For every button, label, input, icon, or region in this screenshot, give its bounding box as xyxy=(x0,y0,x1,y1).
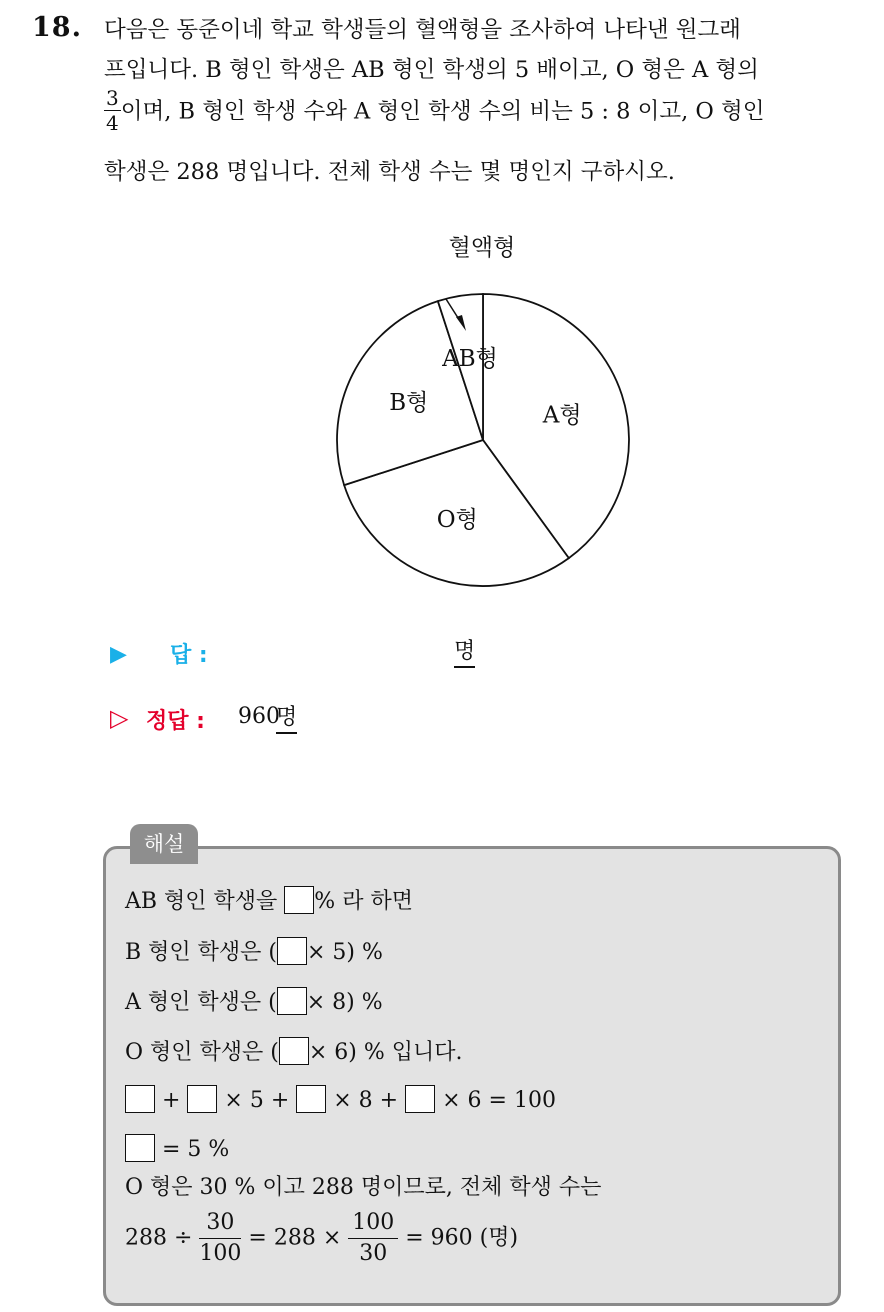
blank-box xyxy=(296,1085,326,1113)
fraction-numerator: 100 xyxy=(348,1212,398,1239)
answer-label: 답 : xyxy=(170,643,208,668)
blank-box xyxy=(277,937,307,965)
solution-line-8 xyxy=(125,1212,518,1265)
question-line-3-text: 이며, B 형인 학생 수와 A 형인 학생 수의 비는 5 : 8 이고, O 형인 xyxy=(120,98,765,125)
correct-answer-unit: 명 xyxy=(276,704,297,734)
sol-l3-a: A 형인 학생은 ( xyxy=(125,990,277,1015)
sol-l4-b: × 6) % 입니다. xyxy=(308,1040,463,1065)
pie-label-a: A형 xyxy=(542,402,582,429)
fraction-denominator: 4 xyxy=(106,111,119,135)
blank-box xyxy=(284,886,314,914)
blank-box xyxy=(277,987,307,1015)
sol-l6-end: = 5 % xyxy=(155,1137,230,1162)
question-line-3 xyxy=(104,86,874,152)
pie-label-b: B형 xyxy=(389,390,429,417)
fraction-denominator: 30 xyxy=(359,1241,388,1266)
question-line-4: 학생은 288 명입니다. 전체 학생 수는 몇 명인지 구하시오. xyxy=(104,159,675,185)
question-text xyxy=(104,10,874,192)
solution-line-5 xyxy=(125,1085,556,1113)
sol-l3-b: × 8) % xyxy=(306,990,383,1015)
sol-l5-end: × 6 = 100 xyxy=(435,1088,556,1113)
sol-l5-mid2: × 8 + xyxy=(326,1088,406,1113)
pie-label-ab: AB형 xyxy=(442,345,498,372)
fraction-numerator: 3 xyxy=(106,86,119,110)
question-line-1: 다음은 동준이네 학교 학생들의 혈액형을 조사하여 나타낸 원그래 xyxy=(104,17,741,43)
correct-answer-row xyxy=(110,700,530,740)
solution-line-4 xyxy=(125,1035,463,1066)
answer-row xyxy=(110,634,530,674)
blank-box xyxy=(405,1085,435,1113)
fraction-30-over-100 xyxy=(199,1212,241,1265)
fraction-three-quarters xyxy=(104,88,121,133)
solution-line-3 xyxy=(125,985,383,1016)
answer-unit: 명 xyxy=(454,638,475,668)
question-line-2: 프입니다. B 형인 학생은 AB 형인 학생의 5 배이고, O 형은 A 형의 xyxy=(104,57,759,83)
sol-l5-mid1: × 5 + xyxy=(217,1088,297,1113)
solution-line-1 xyxy=(125,884,413,915)
pie-slices xyxy=(337,294,629,586)
sol-l2-b: × 5) % xyxy=(307,940,383,965)
correct-play-outline-icon: ▷ xyxy=(110,704,129,732)
sol-l2-a: B 형인 학생은 ( xyxy=(125,940,277,965)
solution-tag: 해설 xyxy=(130,824,198,864)
question-number: 18. xyxy=(32,12,82,43)
pie-label-o: O형 xyxy=(436,507,478,534)
fraction-denominator: 100 xyxy=(199,1241,242,1266)
sol-l1-b: % 라 하면 xyxy=(314,889,413,914)
sol-l8-a: 288 ÷ xyxy=(125,1225,200,1251)
blank-box xyxy=(125,1134,155,1162)
sol-l8-c: = 960 (명) xyxy=(398,1225,519,1251)
fraction-100-over-30 xyxy=(348,1212,398,1265)
blood-type-pie-chart xyxy=(300,225,660,605)
blank-box xyxy=(279,1037,309,1065)
answer-play-icon: ▶ xyxy=(110,642,127,667)
sol-l8-b: = 288 × xyxy=(241,1225,349,1251)
sol-l4-a: O 형인 학생은 ( xyxy=(125,1040,279,1065)
blank-box xyxy=(125,1085,155,1113)
solution-line-7: O 형은 30 % 이고 288 명이므로, 전체 학생 수는 xyxy=(125,1175,602,1200)
correct-answer-value: 960 xyxy=(238,704,280,729)
correct-answer-label: 정답 : xyxy=(146,709,205,734)
solution-line-2 xyxy=(125,935,383,966)
pie-title: 혈액형 xyxy=(448,235,516,261)
blank-box xyxy=(187,1085,217,1113)
sol-l5-plus: + xyxy=(155,1088,188,1113)
solution-line-6 xyxy=(125,1134,229,1162)
sol-l1-a: AB 형인 학생을 xyxy=(125,889,285,914)
fraction-numerator: 30 xyxy=(199,1212,241,1239)
